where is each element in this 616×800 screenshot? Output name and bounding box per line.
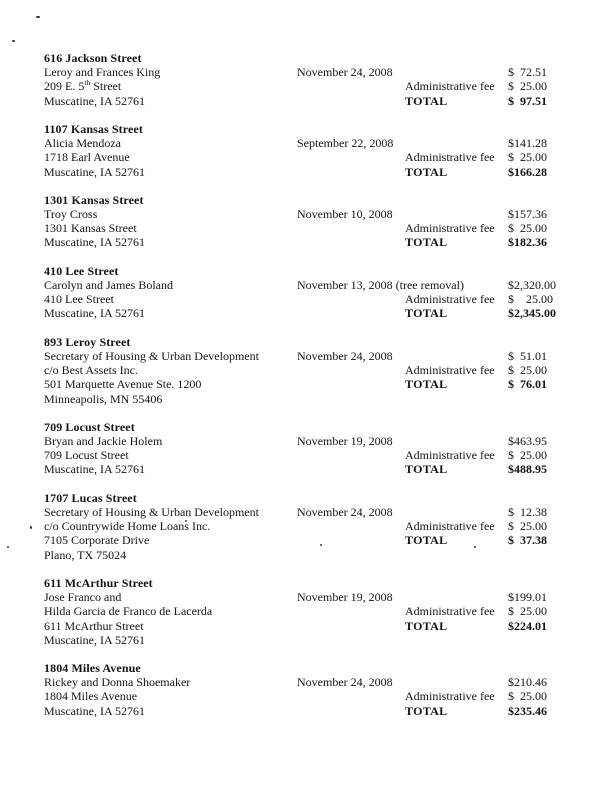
property-entry xyxy=(44,661,608,718)
property-address-title: 410 Lee Street xyxy=(44,263,119,278)
charge-amount: $141.28 xyxy=(508,136,547,151)
property-entry xyxy=(44,576,608,647)
address-line: 501 Marquette Avenue Ste. 1200 xyxy=(44,377,202,392)
fee-amount: $ 25.00 xyxy=(508,79,547,94)
total-amount: $ 97.51 xyxy=(508,93,547,108)
property-entry xyxy=(44,264,608,321)
administrative-fee-label: Administrative fee xyxy=(405,448,495,463)
charge-amount: $210.46 xyxy=(508,675,547,690)
address-line: 209 E. 5th Street xyxy=(44,78,122,94)
total-label: TOTAL xyxy=(405,618,448,633)
property-fee-list xyxy=(44,51,608,732)
property-address-title: 1301 Kansas Street xyxy=(44,192,144,207)
address-line: Muscatine, IA 52761 xyxy=(44,235,145,250)
total-amount: $224.01 xyxy=(508,618,547,633)
address-line: Muscatine, IA 52761 xyxy=(44,462,145,477)
property-entry xyxy=(44,193,608,250)
address-line: Minneapolis, MN 55406 xyxy=(44,391,163,406)
administrative-fee-label: Administrative fee xyxy=(405,689,495,704)
service-date: November 19, 2008 xyxy=(297,434,393,449)
address-line: Secretary of Housing & Urban Development xyxy=(44,505,259,519)
total-label: TOTAL xyxy=(405,533,448,548)
property-address-title: 616 Jackson Street xyxy=(44,51,142,65)
address-line: Alicia Mendoza xyxy=(44,136,121,151)
fee-amount: $ 25.00 xyxy=(508,448,547,463)
scan-speck xyxy=(30,526,32,529)
address-line: c/o Countrywide Home Loans Inc. xyxy=(44,519,211,534)
administrative-fee-label: Administrative fee xyxy=(405,150,495,165)
service-date: November 10, 2008 xyxy=(297,207,393,222)
address-line: 410 Lee Street xyxy=(44,292,114,307)
address-line: Muscatine, IA 52761 xyxy=(44,703,145,718)
fee-amount: $ 25.00 xyxy=(508,689,547,704)
total-amount: $182.36 xyxy=(508,235,547,250)
administrative-fee-label: Administrative fee xyxy=(405,604,495,619)
charge-amount: $463.95 xyxy=(508,434,547,449)
charge-amount: $ 72.51 xyxy=(508,65,547,80)
fee-amount: $ 25.00 xyxy=(508,604,547,619)
property-entry xyxy=(44,491,608,562)
service-date: September 22, 2008 xyxy=(297,136,394,151)
fee-amount: $ 25.00 xyxy=(508,363,547,378)
address-line: Hilda Garcia de Franco de Lacerda xyxy=(44,604,213,619)
charge-amount: $2,320.00 xyxy=(508,278,556,292)
administrative-fee-label: Administrative fee xyxy=(405,79,495,94)
address-line: 1301 Kansas Street xyxy=(44,221,137,236)
total-label: TOTAL xyxy=(405,306,448,321)
total-label: TOTAL xyxy=(405,93,448,108)
property-address-title: 611 McArthur Street xyxy=(44,575,153,590)
service-date: November 24, 2008 xyxy=(297,65,393,80)
service-date: November 13, 2008 (tree removal) xyxy=(297,278,464,292)
address-line: Muscatine, IA 52761 xyxy=(44,306,145,321)
total-label: TOTAL xyxy=(405,235,448,250)
property-entry xyxy=(44,122,608,179)
ordinal-superscript: th xyxy=(84,78,91,88)
total-amount: $ 37.38 xyxy=(508,533,547,548)
scan-speck xyxy=(12,40,15,42)
charge-amount: $ 51.01 xyxy=(508,348,547,363)
service-date: November 24, 2008 xyxy=(297,348,393,363)
total-label: TOTAL xyxy=(405,377,448,392)
service-date: November 24, 2008 xyxy=(297,505,393,519)
address-line: Muscatine, IA 52761 xyxy=(44,632,145,647)
address-line: Bryan and Jackie Holem xyxy=(44,434,163,449)
total-label: TOTAL xyxy=(405,164,448,179)
total-amount: $488.95 xyxy=(508,462,547,477)
administrative-fee-label: Administrative fee xyxy=(405,292,495,307)
address-line: Troy Cross xyxy=(44,207,98,222)
address-line: 1804 Miles Avenue xyxy=(44,689,138,704)
total-label: TOTAL xyxy=(405,703,448,718)
address-line: Carolyn and James Boland xyxy=(44,278,173,292)
administrative-fee-label: Administrative fee xyxy=(405,363,495,378)
property-address-title: 1804 Miles Avenue xyxy=(44,661,141,676)
fee-amount: $ 25.00 xyxy=(508,221,547,236)
service-date: November 19, 2008 xyxy=(297,590,393,605)
address-line: 7105 Corporate Drive xyxy=(44,533,150,548)
property-entry xyxy=(44,420,608,477)
address-line: Plano, TX 75024 xyxy=(44,547,127,562)
charge-amount: $ 12.38 xyxy=(508,505,547,519)
scan-speck xyxy=(7,546,9,548)
service-date: November 24, 2008 xyxy=(297,675,393,690)
total-label: TOTAL xyxy=(405,462,448,477)
administrative-fee-label: Administrative fee xyxy=(405,221,495,236)
administrative-fee-label: Administrative fee xyxy=(405,519,495,534)
property-entry xyxy=(44,335,608,406)
address-line: 611 McArthur Street xyxy=(44,618,144,633)
fee-amount: $ 25.00 xyxy=(508,519,547,534)
address-line: 1718 Earl Avenue xyxy=(44,150,130,165)
total-amount: $235.46 xyxy=(508,703,547,718)
address-line: Rickey and Donna Shoemaker xyxy=(44,675,191,690)
address-line: Jose Franco and xyxy=(44,590,122,605)
property-address-title: 893 Leroy Street xyxy=(44,334,131,349)
address-line: c/o Best Assets Inc. xyxy=(44,363,138,378)
total-amount: $2,345.00 xyxy=(508,306,556,321)
property-address-title: 1107 Kansas Street xyxy=(44,121,143,136)
property-address-title: 1707 Lucas Street xyxy=(44,490,137,505)
fee-amount: $ 25.00 xyxy=(508,150,547,165)
charge-amount: $199.01 xyxy=(508,590,547,605)
address-line: Leroy and Frances King xyxy=(44,65,161,80)
property-address-title: 709 Locust Street xyxy=(44,419,135,434)
fee-amount: $ 25.00 xyxy=(508,292,553,307)
scan-speck xyxy=(36,16,40,18)
address-line: Muscatine, IA 52761 xyxy=(44,93,145,108)
address-line: Muscatine, IA 52761 xyxy=(44,164,145,179)
address-line: Secretary of Housing & Urban Development xyxy=(44,348,259,363)
charge-amount: $157.36 xyxy=(508,207,547,222)
total-amount: $ 76.01 xyxy=(508,377,547,392)
property-entry xyxy=(44,51,608,108)
total-amount: $166.28 xyxy=(508,164,547,179)
address-line: 709 Locust Street xyxy=(44,448,129,463)
